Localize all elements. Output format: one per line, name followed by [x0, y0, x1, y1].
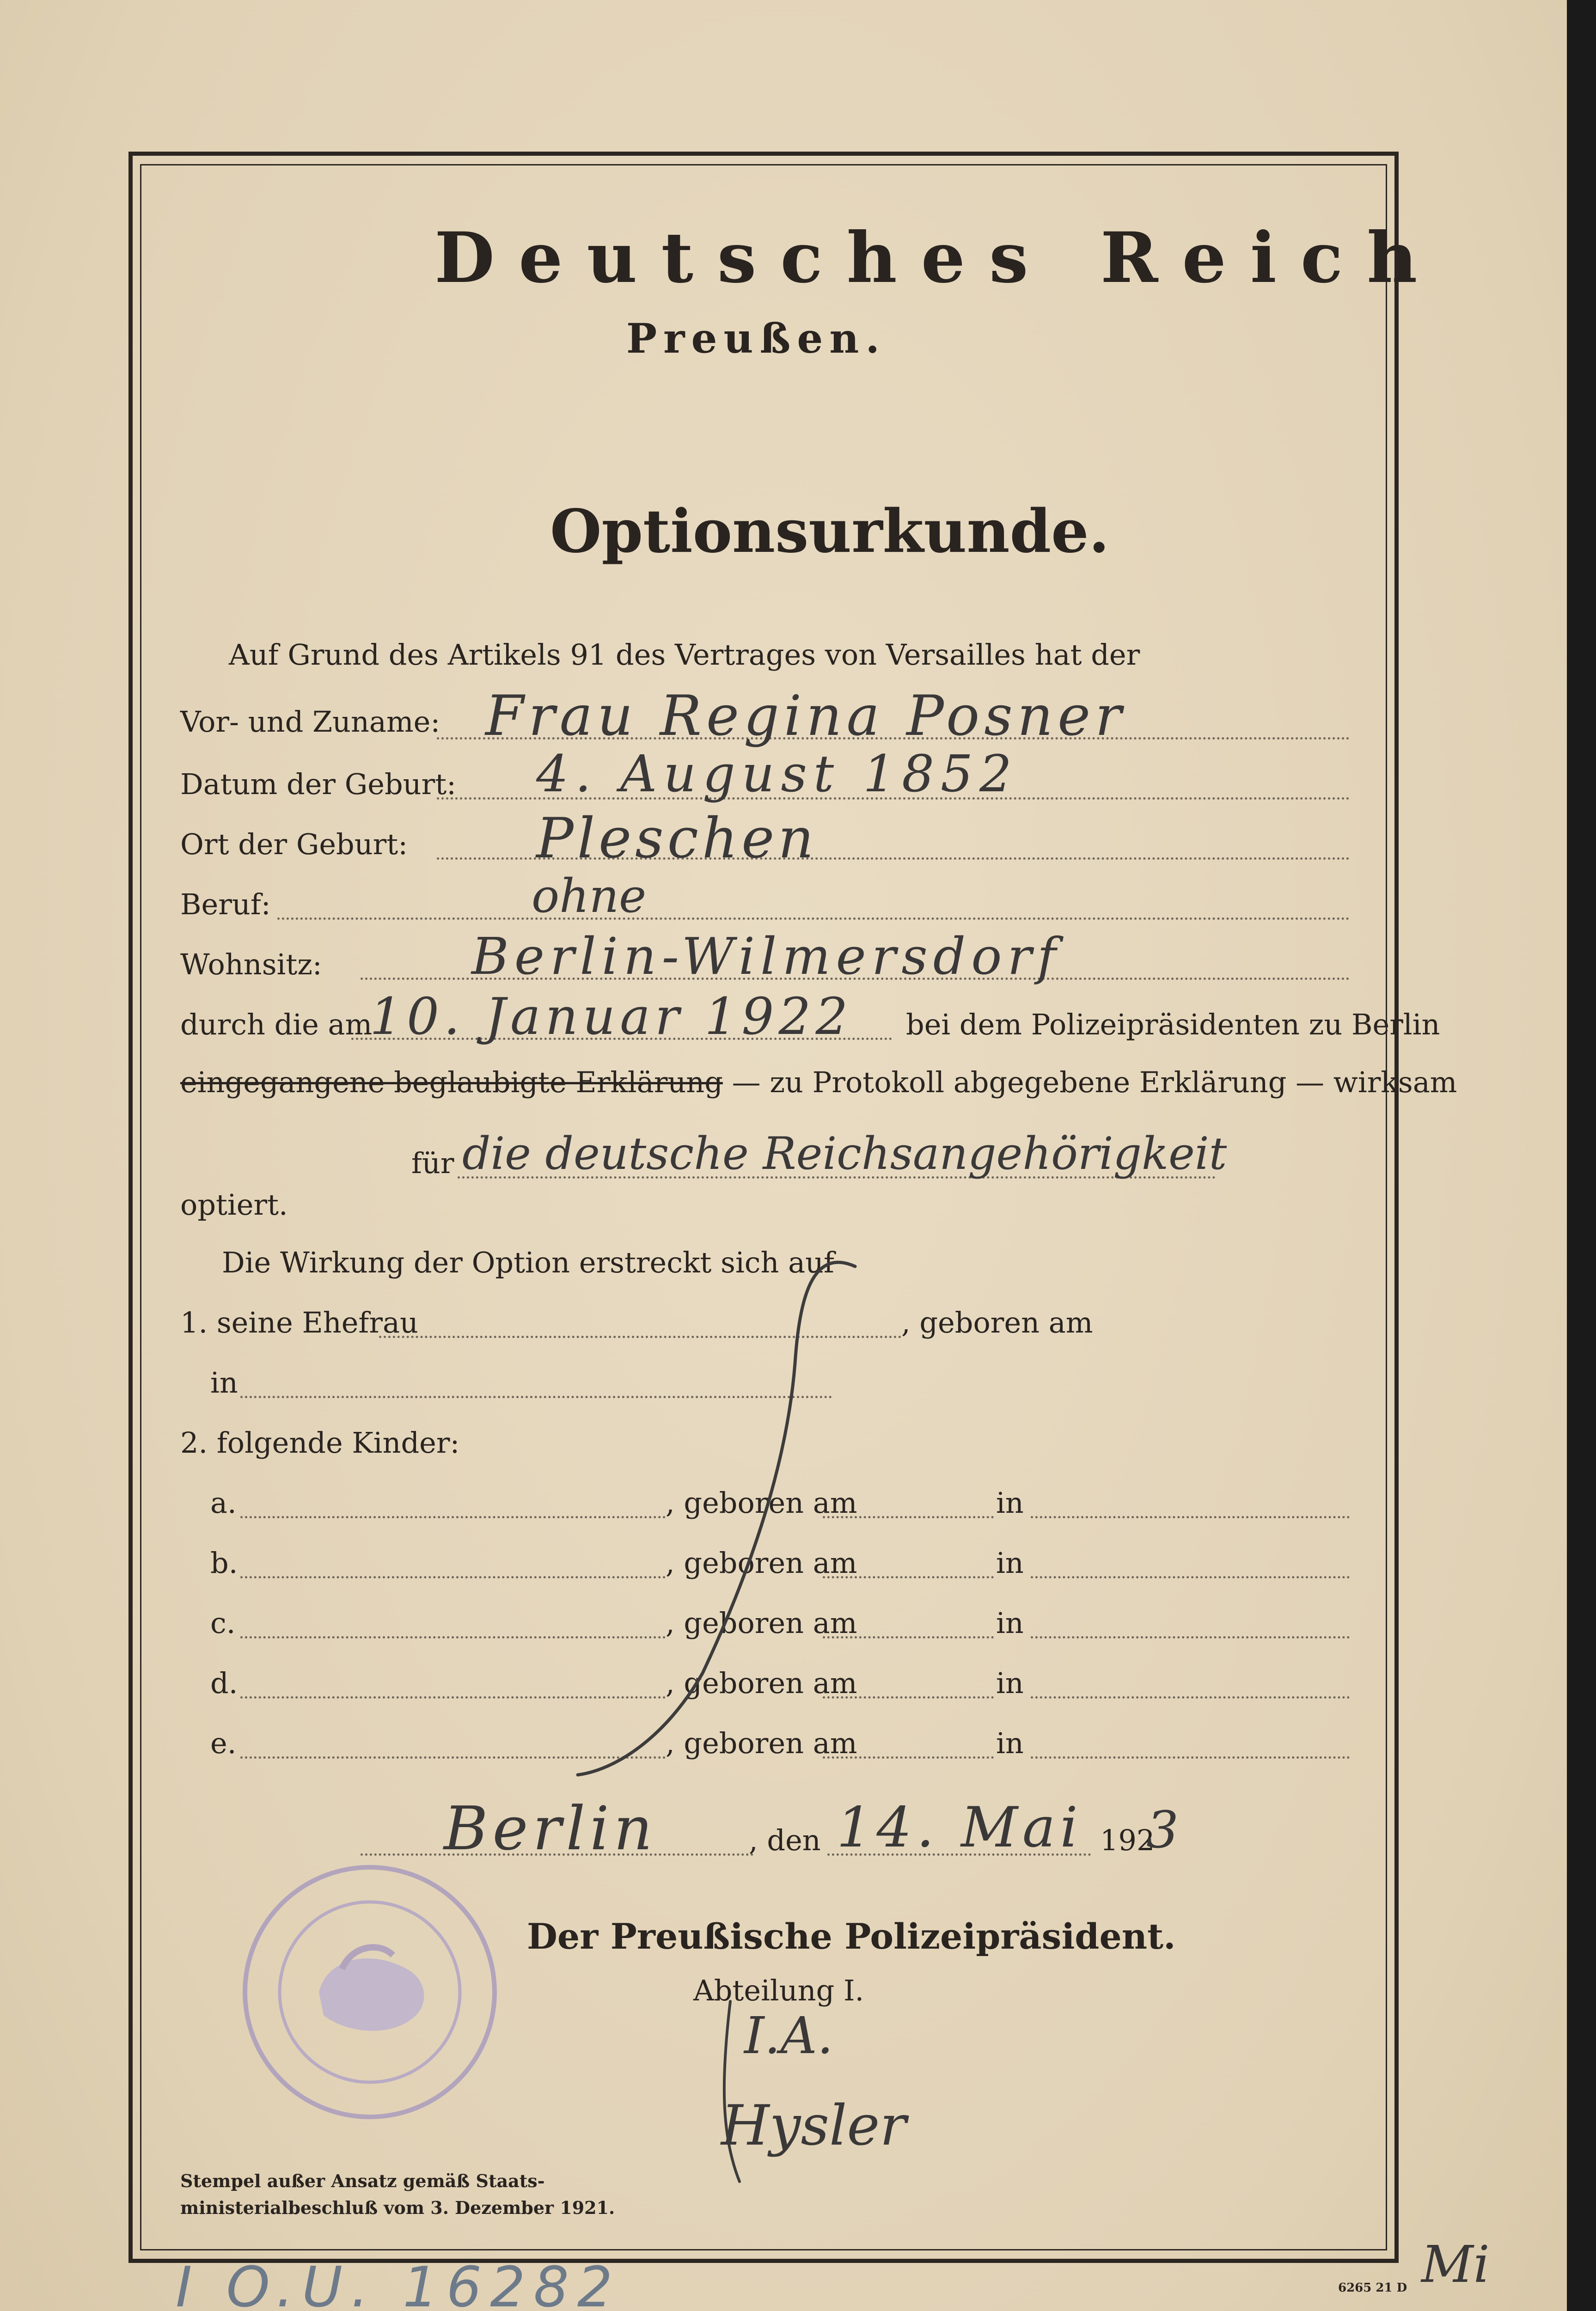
residence-label: Wohnsitz: [180, 948, 322, 981]
spouse-in-label: in [210, 1366, 238, 1400]
archive-number: I O.U. 16282 [176, 2256, 621, 2311]
child-in-label: in [996, 1666, 1024, 1700]
birth-date-label: Datum der Geburt: [180, 767, 457, 801]
signature-ia: I.A. [744, 2006, 833, 2065]
child-letter: b. [210, 1546, 238, 1580]
child-born-label: , geboren am [666, 1606, 857, 1640]
declaration-rest-text: — zu Protokoll abgegebene Erklärung — wirksam [732, 1065, 1457, 1099]
child-in-label: in [996, 1486, 1024, 1520]
child-in-label: in [996, 1726, 1024, 1760]
year-suffix: 3 [1146, 1800, 1179, 1859]
stamp-note [180, 2168, 615, 2221]
place-value: Berlin [444, 1793, 657, 1864]
child-letter: e. [210, 1726, 237, 1760]
signature-name: Hysler [721, 2094, 906, 2158]
citizenship-value: die deutsche Reichsangehörigkeit [462, 1128, 1227, 1180]
den-label: , den [749, 1823, 821, 1857]
residence-value: Berlin-Wilmersdorf [471, 927, 1062, 986]
document-header-title: Deutsches Reich [434, 217, 1442, 299]
child-in-label: in [996, 1606, 1024, 1640]
document-header-subtitle: Preußen. [626, 314, 886, 362]
intro-text: Auf Grund des Artikels 91 des Vertrages von Versailles hat der [229, 638, 1140, 672]
department-label: Abteilung I. [693, 1974, 864, 2007]
child-letter: a. [210, 1486, 237, 1520]
corner-mark: Mi [1421, 2235, 1490, 2294]
struck-declaration-text: eingegangene beglaubigte Erklärung [180, 1065, 723, 1099]
child-born-label: , geboren am [666, 1546, 857, 1580]
birth-place-label: Ort der Geburt: [180, 827, 408, 861]
document-type-title: Optionsurkunde. [550, 497, 1110, 566]
child-letter: d. [210, 1666, 238, 1700]
child-in-label: in [996, 1546, 1024, 1580]
occupation-value: ohne [532, 869, 647, 923]
official-seal-stamp [240, 1863, 499, 2121]
name-value: Frau Regina Posner [485, 684, 1126, 748]
declaration-authority-text: bei dem Polizeipräsidenten zu Berlin [906, 1008, 1440, 1041]
declaration-date-value: 10. Januar 1922 [370, 987, 853, 1046]
birth-date-value: 4. August 1852 [536, 744, 1019, 803]
effect-intro-text: Die Wirkung der Option erstreckt sich auf [222, 1246, 834, 1279]
child-born-label: , geboren am [666, 1726, 857, 1760]
occupation-label: Beruf: [180, 887, 271, 921]
child-born-label: , geboren am [666, 1666, 857, 1700]
declaration-date-label: durch die am [180, 1008, 373, 1041]
form-number: 6265 21 D [1338, 2281, 1407, 2295]
spouse-born-label: , geboren am [901, 1306, 1093, 1339]
stamp-note-line-2: ministerialbeschluß vom 3. Dezember 1921. [180, 2197, 615, 2218]
name-label: Vor- und Zuname: [180, 705, 440, 739]
optiert-text: optiert. [180, 1188, 288, 1222]
for-label: für [411, 1146, 454, 1180]
year-prefix: 192 [1100, 1823, 1155, 1857]
issuing-authority: Der Preußische Polizeipräsident. [527, 1916, 1176, 1957]
child-born-label: , geboren am [666, 1486, 857, 1520]
birth-place-value: Pleschen [536, 807, 818, 871]
children-label: 2. folgende Kinder: [180, 1426, 460, 1460]
spouse-label: 1. seine Ehefrau [180, 1306, 418, 1339]
child-letter: c. [210, 1606, 236, 1640]
day-month-value: 14. Mai [837, 1796, 1082, 1860]
stamp-note-line-1: Stempel außer Ansatz gemäß Staats- [180, 2170, 545, 2191]
